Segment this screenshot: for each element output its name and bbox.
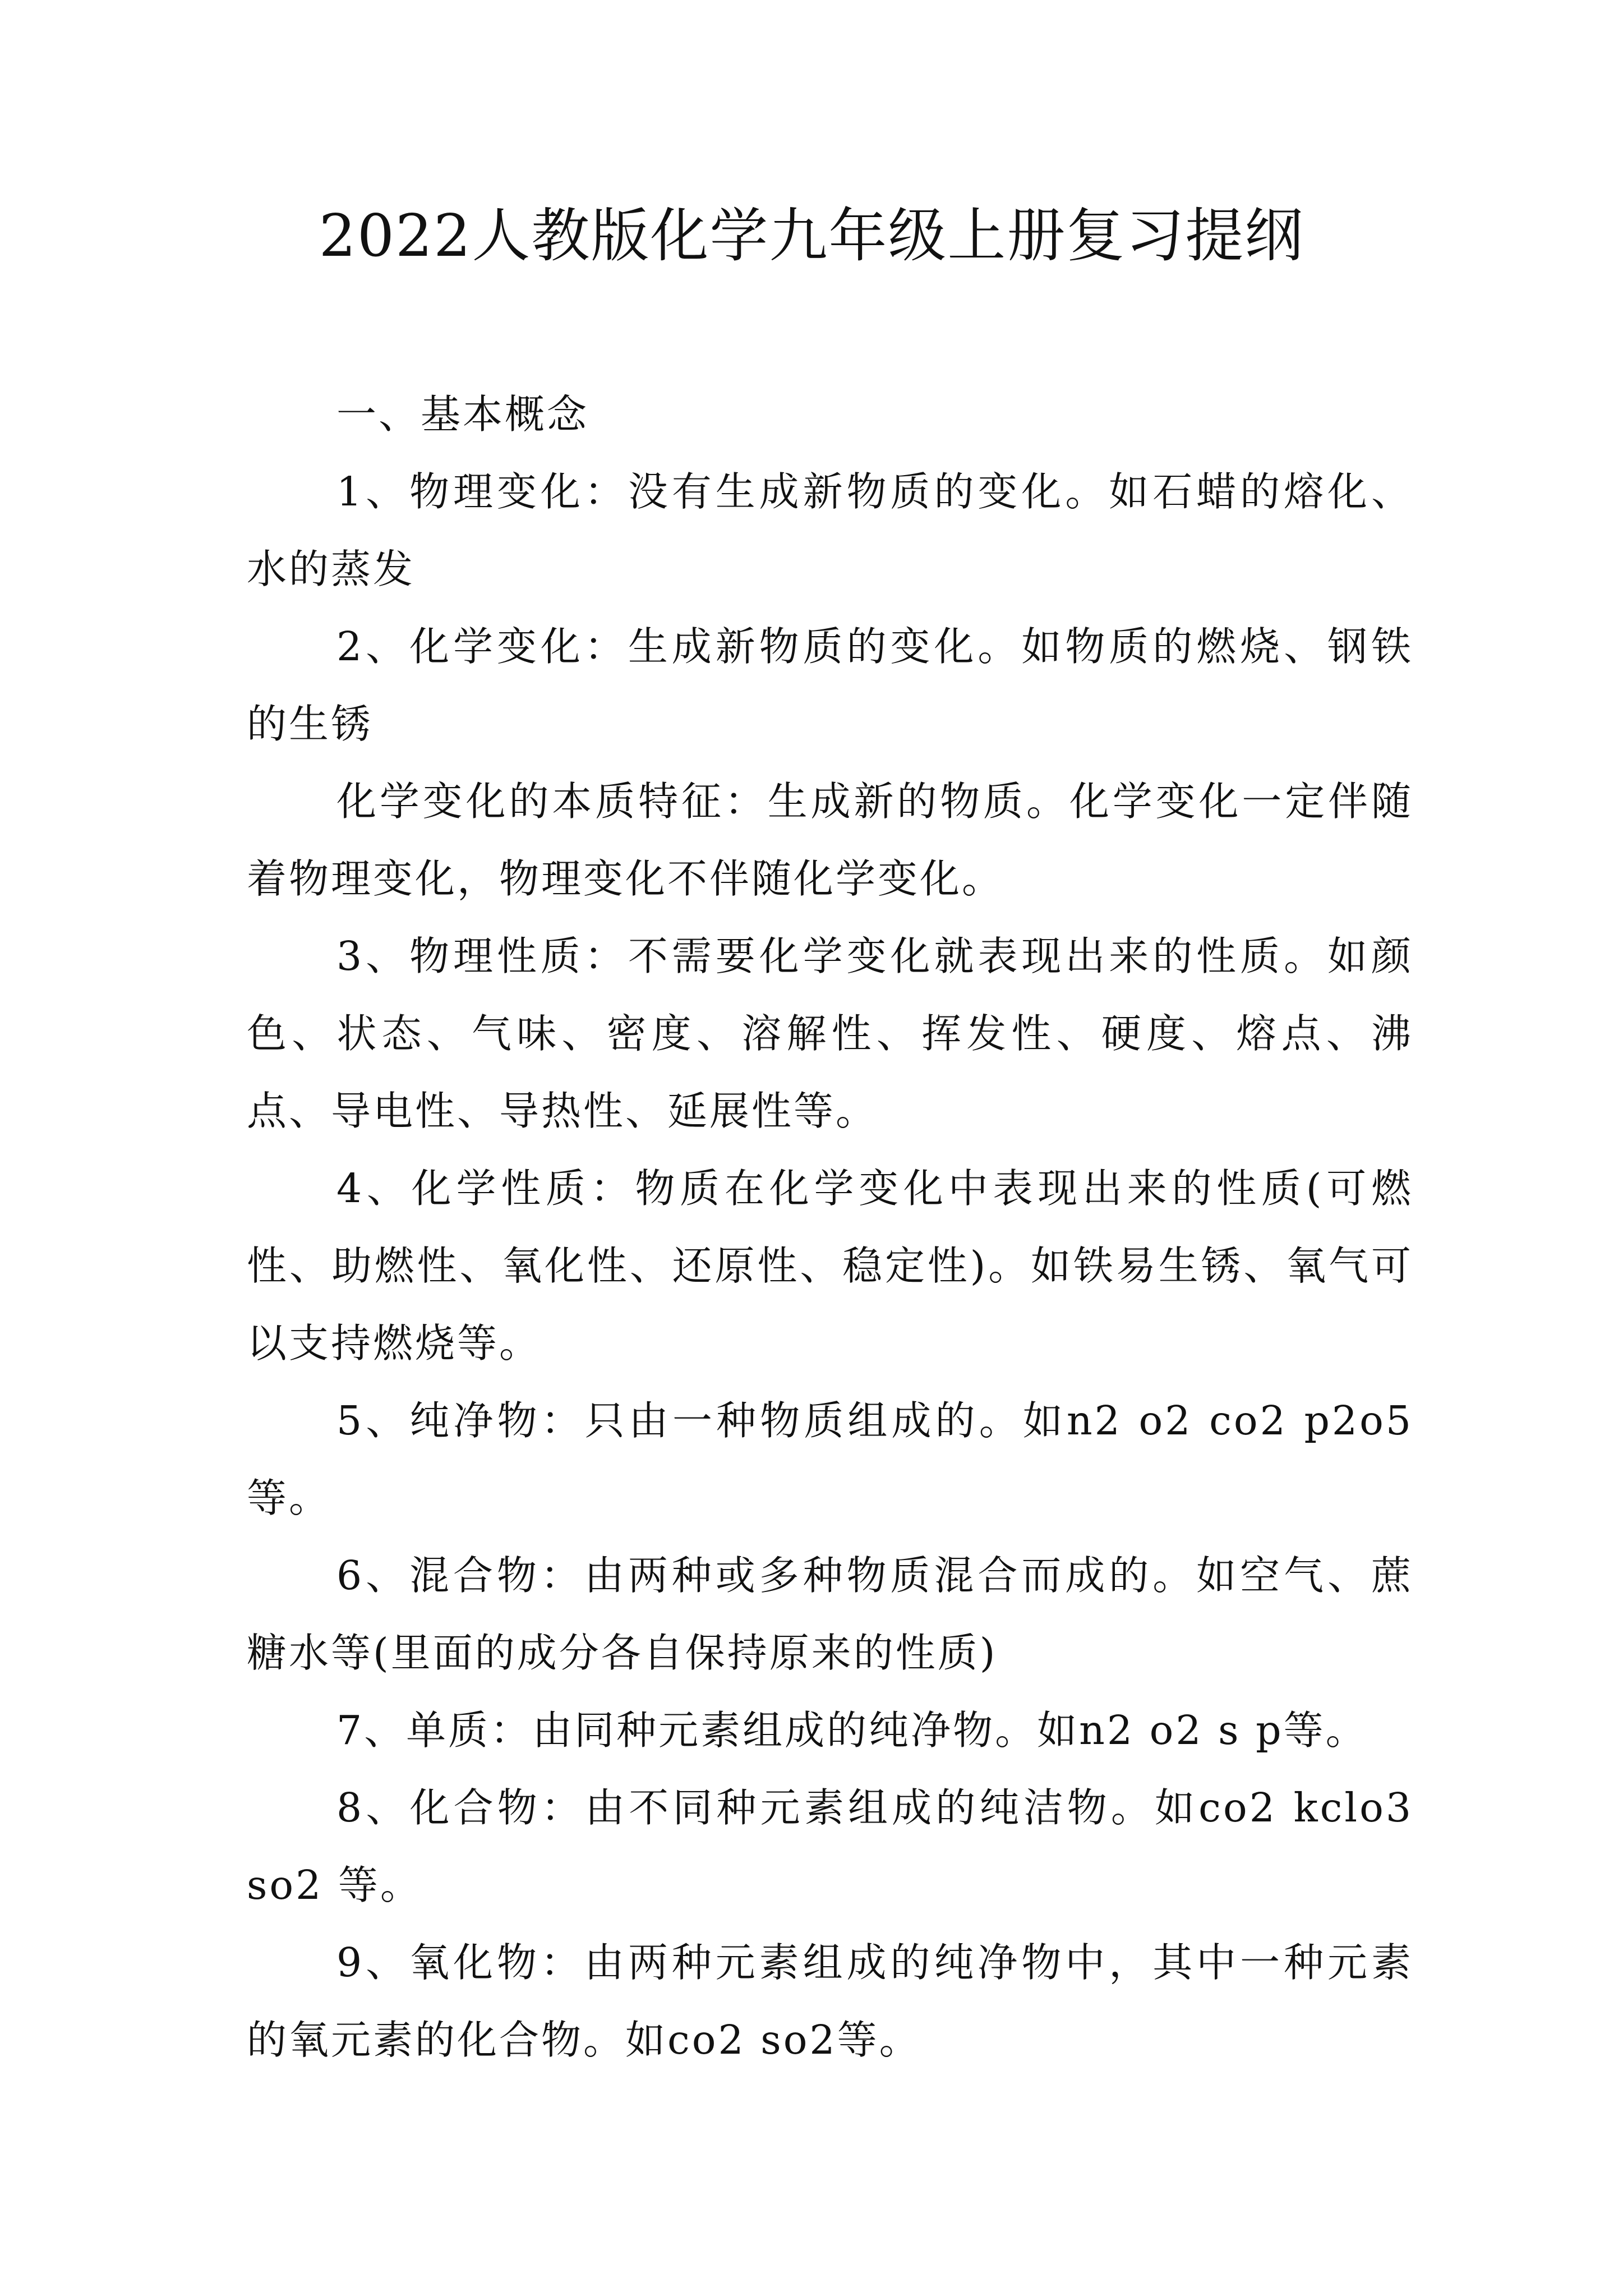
- paragraph-physical-property: 3、物理性质：不需要化学变化就表现出来的性质。如颜色、状态、气味、密度、溶解性、挥发性、硬度、熔点、沸点、导电性、导热性、延展性等。: [247, 933, 1413, 1134]
- paragraph-physical-change: 1、物理变化：没有生成新物质的变化。如石蜡的熔化、水的蒸发: [247, 468, 1413, 592]
- paragraph-chemical-change: 2、化学变化：生成新物质的变化。如物质的燃烧、钢铁的生锈: [247, 623, 1413, 747]
- paragraph-element-substance: 7、单质：由同种元素组成的纯净物。如n2 o2 s p等。: [336, 1707, 1368, 1754]
- paragraph-pure-substance: 5、纯净物：只由一种物质组成的。如n2 o2 co2 p2o5等。: [247, 1397, 1413, 1521]
- paragraph-compound: 8、化合物：由不同种元素组成的纯洁物。如co2 kclo3 so2 等。: [247, 1784, 1413, 1908]
- paragraph-chemical-property: 4、化学性质：物质在化学变化中表现出来的性质(可燃性、助燃性、氧化性、还原性、稳定性)。如铁易生锈、氧气可以支持燃烧等。: [247, 1165, 1413, 1366]
- section-heading-basic-concepts: 一、基本概念: [336, 391, 589, 438]
- paragraph-oxide: 9、氧化物：由两种元素组成的纯净物中，其中一种元素的氧元素的化合物。如co2 so2等。: [247, 1939, 1413, 2063]
- document-body: [247, 376, 1413, 2079]
- paragraph-mixture: 6、混合物：由两种或多种物质混合而成的。如空气、蔗糖水等(里面的成分各自保持原来的性质): [247, 1552, 1413, 1676]
- document-title: 2022人教版化学九年级上册复习提纲: [319, 201, 1304, 270]
- paragraph-chemical-change-essence: 化学变化的本质特征：生成新的物质。化学变化一定伴随着物理变化，物理变化不伴随化学变化。: [247, 778, 1413, 902]
